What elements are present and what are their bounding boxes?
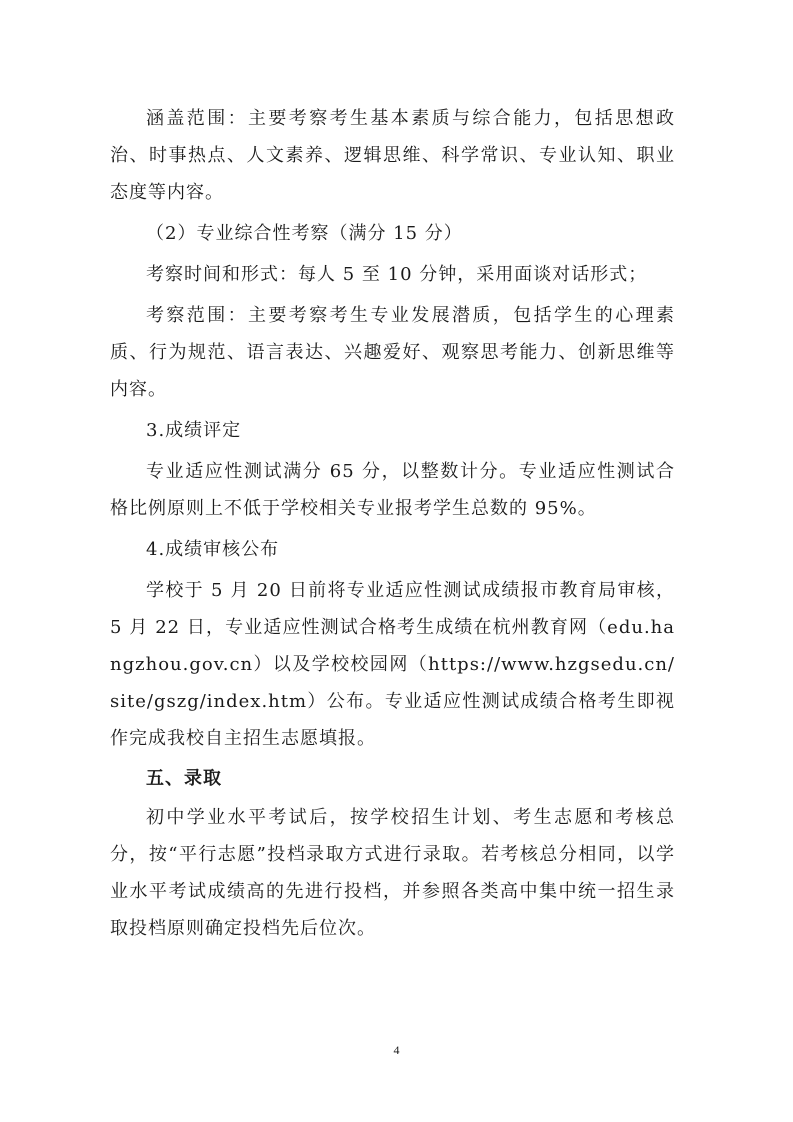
paragraph-coverage-general: 涵盖范围：主要考察考生基本素质与综合能力，包括思想政治、时事热点、人文素养、逻辑思维、科学常识、专业认知、职业态度等内容。 [110, 108, 675, 203]
section-heading-admission: 五、录取 [146, 768, 222, 789]
document-body [110, 100, 675, 947]
paragraph-time-and-form: 考察时间和形式：每人 5 至 10 分钟，采用面谈对话形式； [146, 264, 648, 285]
paragraph-admission: 初中学业水平考试后，按学校招生计划、考生志愿和考核总分，按“平行志愿”投档录取方式进行录取。若考核总分相同，以学业水平考试成绩高的先进行投档，并参照各类高中集中统一招生录取投档原则确定投档先后位次。 [110, 807, 675, 939]
paragraph-scoring: 专业适应性测试满分 65 分，以整数计分。专业适应性测试合格比例原则上不低于学校相关专业报考学生总数的 95%。 [110, 461, 675, 519]
subheading-score-evaluation: 3.成绩评定 [146, 420, 242, 441]
subheading-professional-assessment: （2）专业综合性考察（满分 15 分） [146, 223, 463, 244]
paragraph-coverage-professional: 考察范围：主要考察考生专业发展潜质，包括学生的心理素质、行为规范、语言表达、兴趣爱好、观察思考能力、创新思维等内容。 [110, 305, 675, 400]
page-number: 4 [393, 1043, 400, 1057]
subheading-score-publication: 4.成绩审核公布 [146, 539, 280, 560]
paragraph-publication: 学校于 5 月 20 日前将专业适应性测试成绩报市教育局审核，5 月 22 日，专业适应性测试合格考生成绩在杭州教育网（edu.hangzhou.gov.cn）以及学校校园网（https://www.hzgsedu.cn/site/gszg/index.htm）公布。专业适应性测试成绩合格考生即视作完成我校自主招生志愿填报。 [110, 580, 675, 749]
